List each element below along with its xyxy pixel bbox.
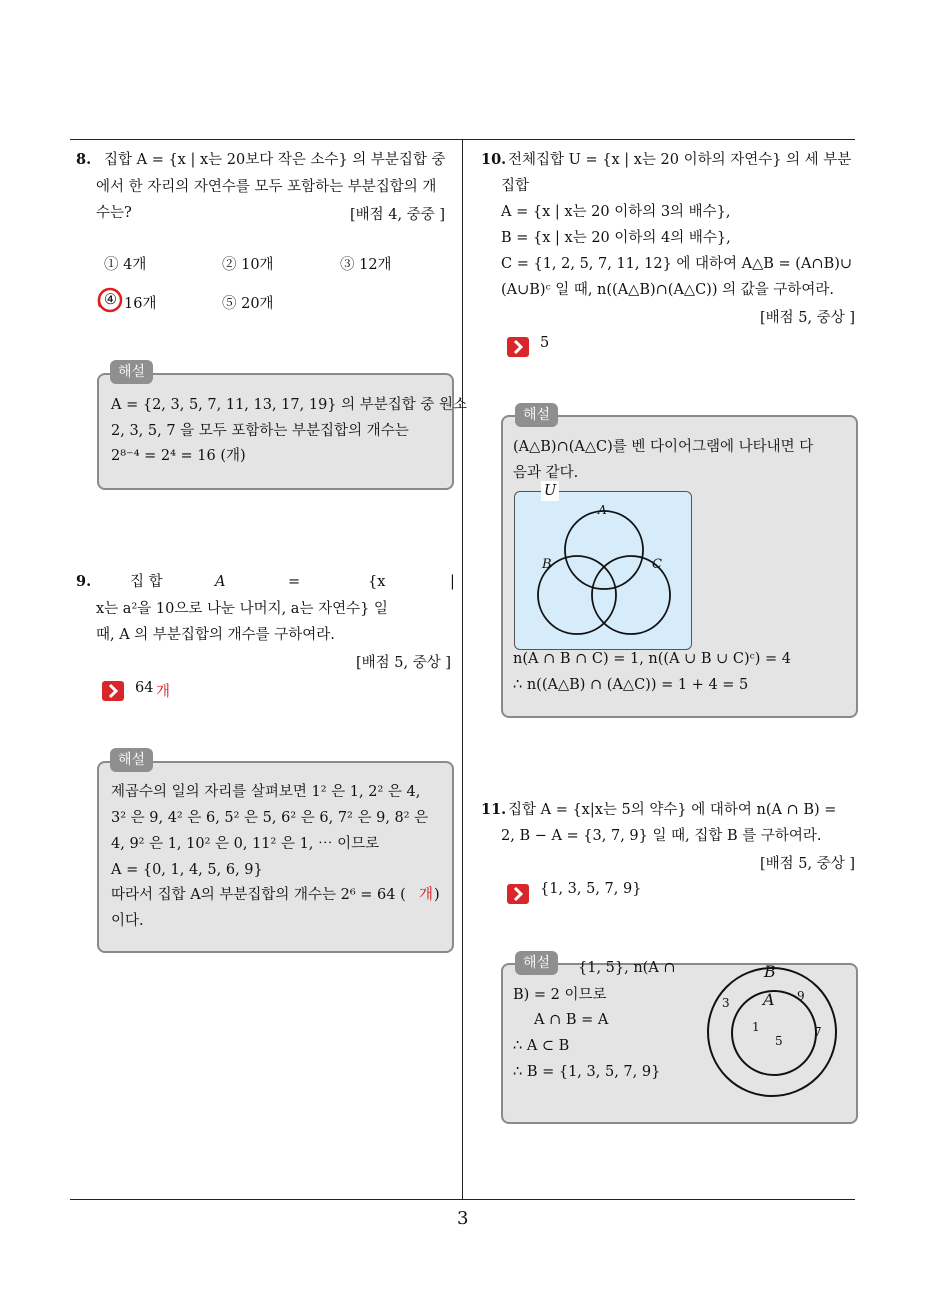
solution-line: 2, 3, 5, 7 을 모두 포함하는 부분집합의 개수는	[111, 423, 409, 439]
venn-label-b: B	[542, 557, 552, 572]
solution-line: A ∩ B = A	[534, 1012, 609, 1028]
solution-line: ∴ A ⊂ B	[513, 1038, 570, 1054]
diagram-label-1: 1	[752, 1020, 760, 1034]
question-text-line: (A∪B)ᶜ 일 때, n((A△B)∩(A△C)) 의 값을 구하여라.	[501, 282, 834, 298]
selected-answer-mark-icon	[95, 285, 125, 315]
solution-line: ∴ B = {1, 3, 5, 7, 9}	[513, 1064, 661, 1080]
venn-label-u: U	[541, 481, 559, 501]
question-text-token: {x	[368, 574, 386, 590]
column-divider	[462, 139, 463, 1200]
question-text-line: 집합 A = {x | x는 20보다 작은 소수} 의 부분집합 중	[104, 152, 446, 168]
score-label: [배점 5, 중상 ]	[760, 310, 856, 326]
choice-1[interactable]: ① 4개	[104, 257, 147, 273]
diagram-label-a: A	[763, 990, 775, 1009]
solution-line: 2⁸⁻⁴ = 2⁴ = 16 (개)	[111, 448, 246, 464]
solution-tag: 해설	[110, 748, 153, 772]
diagram-label-3: 3	[722, 996, 730, 1010]
page-number: 3	[457, 1208, 469, 1229]
question-text-line: 수는?	[96, 205, 132, 221]
score-label: [배점 5, 중상 ]	[356, 655, 452, 671]
diagram-label-9: 9	[797, 989, 805, 1003]
solution-line: (A△B)∩(A△C)를 벤 다이어그램에 나타내면 다	[513, 439, 814, 455]
question-text-line: 때, A 의 부분집합의 개수를 구하여라.	[96, 627, 335, 643]
answer-value: 5	[540, 335, 550, 351]
score-label: [배점 5, 중상 ]	[760, 856, 856, 872]
answer-arrow-icon	[507, 337, 529, 357]
question-text-token: A	[215, 574, 226, 590]
question-text-token: 집 합	[130, 574, 163, 590]
question-text-line: A = {x | x는 20 이하의 3의 배수},	[501, 204, 731, 220]
question-text-line: x는 a²을 10으로 나눈 나머지, a는 자연수} 일	[96, 601, 388, 617]
solution-line: {1, 5}, n(A ∩	[578, 960, 676, 976]
question-text-token: |	[450, 574, 455, 590]
choice-5[interactable]: ⑤ 20개	[222, 296, 274, 312]
choice-3[interactable]: ③ 12개	[340, 257, 392, 273]
question-number: 8.	[76, 151, 92, 168]
question-text-line: C = {1, 2, 5, 7, 11, 12} 에 대하여 A△B = (A∩B)∪	[501, 256, 853, 272]
question-text-line: 집합	[501, 178, 530, 194]
question-number: 10.	[481, 151, 507, 168]
question-text-line: 집합 A = {x|x는 5의 약수} 에 대하여 n(A ∩ B) =	[508, 802, 837, 818]
venn-label-c: C	[652, 557, 662, 572]
solution-line: B) = 2 이므로	[513, 987, 607, 1003]
diagram-label-b: B	[764, 962, 776, 981]
solution-tag: 해설	[110, 360, 153, 384]
solution-line: A = {2, 3, 5, 7, 11, 13, 17, 19} 의 부분집합 중 원소	[111, 397, 468, 413]
solution-tag: 해설	[515, 403, 558, 427]
answer-arrow-icon	[507, 884, 529, 904]
question-text-token: =	[288, 574, 301, 590]
solution-line: A = {0, 1, 4, 5, 6, 9}	[111, 862, 263, 878]
solution-close: )	[434, 887, 440, 903]
solution-line: ∴ n((A△B) ∩ (A△C)) = 1 + 4 = 5	[513, 677, 749, 693]
question-text-line: 에서 한 자리의 자연수를 모두 포함하는 부분집합의 개	[96, 179, 437, 195]
solution-unit: 개	[419, 887, 434, 903]
venn-circle-a	[565, 511, 643, 589]
choice-4-text: 16개	[124, 296, 157, 312]
diagram-label-5: 5	[775, 1034, 783, 1048]
solution-line: 3² 은 9, 4² 은 6, 5² 은 5, 6² 은 6, 7² 은 9, 8² 은	[111, 810, 429, 826]
solution-line: 4, 9² 은 1, 10² 은 0, 11² 은 1, ⋯ 이므로	[111, 836, 380, 852]
choice-2[interactable]: ② 10개	[222, 257, 274, 273]
solution-line: 이다.	[111, 913, 144, 929]
answer-value: {1, 3, 5, 7, 9}	[540, 881, 642, 897]
answer-value: 64	[135, 680, 154, 696]
score-label: [배점 4, 중중 ]	[350, 207, 446, 223]
solution-line: 따라서 집합 A의 부분집합의 개수는 2⁶ = 64 (	[111, 887, 406, 903]
solution-tag: 해설	[515, 951, 558, 975]
choice-4[interactable]: ④	[104, 292, 117, 308]
venn-label-a: A	[598, 503, 607, 517]
solution-line: n(A ∩ B ∩ C) = 1, n((A ∪ B ∪ C)ᶜ) = 4	[513, 651, 791, 667]
solution-line: 음과 같다.	[513, 465, 579, 481]
answer-unit: 개	[156, 684, 171, 700]
question-text-line: 2, B − A = {3, 7, 9} 일 때, 집합 B 를 구하여라.	[501, 828, 822, 844]
solution-line: 제곱수의 일의 자리를 살펴보면 1² 은 1, 2² 은 4,	[111, 784, 421, 800]
question-number: 9.	[76, 573, 92, 590]
answer-arrow-icon	[102, 681, 124, 701]
diagram-label-7: 7	[814, 1025, 822, 1039]
set-inclusion-diagram	[704, 963, 844, 1103]
bottom-rule	[70, 1199, 855, 1200]
question-number: 11.	[481, 801, 507, 818]
question-text-line: B = {x | x는 20 이하의 4의 배수},	[501, 230, 731, 246]
question-text-line: 전체집합 U = {x | x는 20 이하의 자연수} 의 세 부분	[508, 152, 852, 168]
